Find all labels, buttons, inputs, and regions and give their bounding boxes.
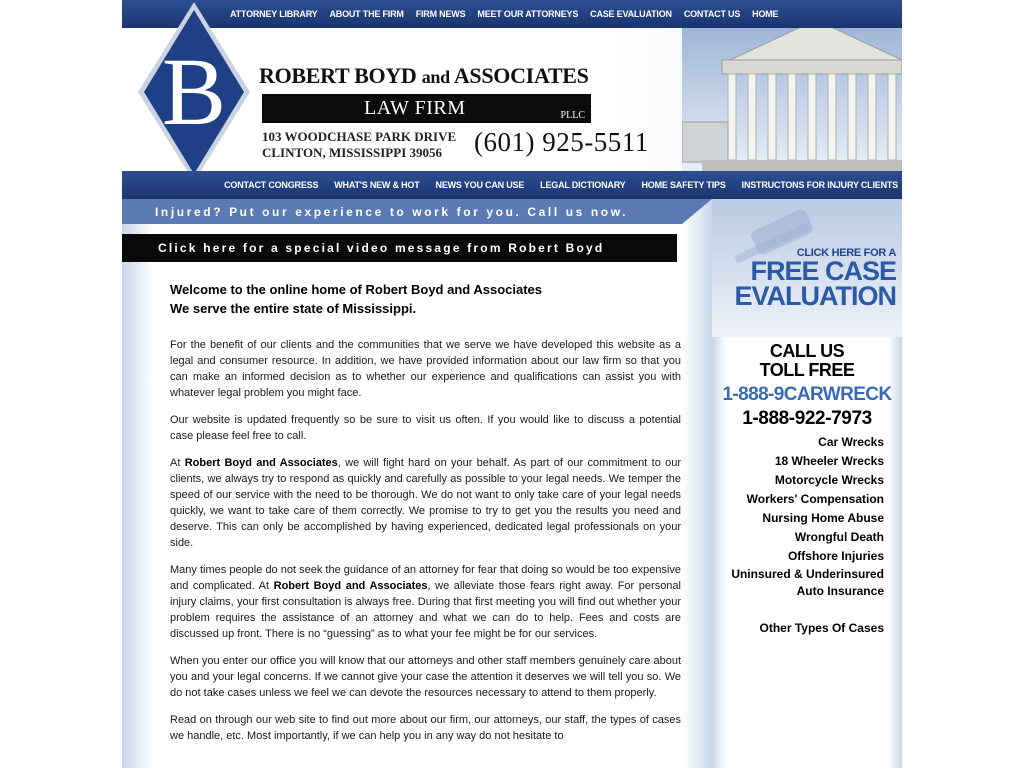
law-firm-label: LAW FIRM bbox=[364, 97, 466, 119]
case-workers-compensation[interactable]: Workers' Compensation bbox=[746, 492, 884, 506]
welcome-heading-line-1: Welcome to the online home of Robert Boyd and Associates bbox=[170, 282, 542, 297]
p4-pre: Many times people do not seek the guidance of an attorney for fear that doing so would be too expensive and complicated. At bbox=[170, 564, 681, 592]
nav-contact-congress[interactable]: CONTACT CONGRESS bbox=[224, 180, 319, 190]
paragraph-1: For the benefit of our clients and the communities that we serve we have developed this website as a legal and consumer resource. In addition, we have provided information about our law firm so that you can make an informed decision as to whether our experience and qualifications can assist you with whatever legal problem you might face. bbox=[170, 339, 681, 399]
eval-big-text bbox=[734, 256, 897, 311]
sidebar bbox=[712, 199, 902, 768]
logo-letter: B bbox=[161, 38, 227, 145]
call-us-line-1: CALL US bbox=[769, 341, 845, 361]
courthouse-building-icon bbox=[682, 28, 902, 171]
firm-name-bold: Robert Boyd and Associates bbox=[184, 457, 338, 469]
case-wrongful-death[interactable]: Wrongful Death bbox=[794, 530, 884, 544]
nav-home[interactable]: HOME bbox=[752, 9, 779, 19]
nav-whats-new[interactable]: WHAT'S NEW & HOT bbox=[334, 180, 420, 190]
law-firm-banner bbox=[262, 94, 591, 123]
case-offshore-injuries[interactable]: Offshore Injuries bbox=[787, 549, 884, 563]
nav-contact-us[interactable]: CONTACT US bbox=[683, 9, 741, 19]
vanity-phone-number: 1-888-9CARWRECK bbox=[722, 384, 892, 405]
eval-line-2: EVALUATION bbox=[734, 281, 896, 311]
main-content bbox=[170, 280, 681, 755]
case-motorcycle-wrecks[interactable]: Motorcycle Wrecks bbox=[774, 473, 884, 487]
uninsured-line-2: Auto Insurance bbox=[796, 584, 884, 598]
firm-name-and: and bbox=[421, 67, 450, 87]
firm-name bbox=[259, 63, 589, 89]
firm-name-bold: Robert Boyd and Associates bbox=[273, 580, 428, 592]
nav-injury-client-instructions[interactable]: INSTRUCTONS FOR INJURY CLIENTS bbox=[741, 180, 898, 190]
pllc-label: PLLC bbox=[560, 110, 585, 121]
firm-address bbox=[262, 129, 456, 161]
logo-diamond[interactable] bbox=[136, 0, 252, 184]
uninsured-line-1: Uninsured & Underinsured bbox=[731, 567, 884, 581]
p3-pre: At bbox=[170, 457, 185, 469]
video-message-link[interactable] bbox=[122, 234, 677, 262]
case-uninsured-motorist[interactable] bbox=[731, 566, 884, 600]
case-other-types[interactable]: Other Types Of Cases bbox=[759, 621, 884, 635]
site-header bbox=[122, 28, 902, 171]
paragraph-2: Our website is updated frequently so be sure to visit us often. If you would like to discuss a potential case please feel free to call. bbox=[170, 414, 681, 442]
welcome-heading bbox=[170, 280, 681, 318]
paragraph-3 bbox=[170, 455, 681, 551]
paragraph-5: When you enter our office you will know that our attorneys and other staff members genuinely care about you and your legal concerns. If we cannot give your case the attention it deserves we will tell you so. We do not take cases unless we feel we can devote the resources necessary to attend to them properly. bbox=[170, 655, 681, 699]
tagline-text: Injured? Put our experience to work for you. Call us now. bbox=[155, 205, 629, 219]
address-line-1: 103 WOODCHASE PARK DRIVE bbox=[262, 129, 457, 144]
free-case-evaluation-link[interactable] bbox=[712, 199, 902, 337]
nav-firm-news[interactable]: FIRM NEWS bbox=[415, 9, 466, 19]
page bbox=[122, 0, 902, 768]
p3-post: , we will fight hard on your behalf. As part of our commitment to our clients, we always try to respond as quickly and carefully as possible to your legal needs. We temper the speed of our service with the need to be thorough. We do not want to only take care of your legal needs quickly, we want to take care of them correctly. We promise to try to get you the results you need and deserve. This can only be accomplished by having experienced, dedicated legal professionals on your side. bbox=[170, 457, 682, 549]
nav-meet-our-attorneys[interactable]: MEET OUR ATTORNEYS bbox=[477, 9, 579, 19]
case-types-list bbox=[731, 433, 884, 638]
tagline-banner bbox=[122, 199, 712, 224]
p4-post: , we alleviate those fears right away. For personal injury claims, your first consultation is always free. During that first meeting you will find out whether your problem requires the assistance of an attorney and what we can do to help. Fees and costs are discussed up front. There is no “guessing” as to what your fee might be for our services. bbox=[170, 580, 681, 640]
call-us-heading bbox=[712, 342, 902, 380]
firm-name-associates: ASSOCIATES bbox=[453, 63, 589, 88]
eval-small-text: CLICK HERE FOR A bbox=[796, 247, 896, 259]
nav-legal-dictionary[interactable]: LEGAL DICTIONARY bbox=[540, 180, 626, 190]
paragraph-6: Read on through our web site to find out more about our firm, our attorneys, our staff, the types of cases we handle, etc. Most importantly, if we can help you in any way do not hesitate to bbox=[170, 714, 681, 742]
firm-name-main: ROBERT BOYD bbox=[259, 63, 417, 88]
address-line-2: CLINTON, MISSISSIPPI 39056 bbox=[262, 145, 443, 160]
paragraph-4 bbox=[170, 562, 681, 642]
content-area bbox=[122, 199, 712, 768]
video-message-text: Click here for a special video message from Robert Boyd bbox=[158, 241, 605, 255]
nav-news-you-can-use[interactable]: NEWS YOU CAN USE bbox=[435, 180, 525, 190]
case-nursing-home-abuse[interactable]: Nursing Home Abuse bbox=[762, 511, 884, 525]
nav-case-evaluation[interactable]: CASE EVALUATION bbox=[590, 9, 672, 19]
welcome-heading-line-2: We serve the entire state of Mississippi. bbox=[170, 301, 417, 316]
secondary-navigation bbox=[122, 171, 902, 199]
toll-free-number: 1-888-922-7973 bbox=[742, 408, 872, 429]
diamond-logo-icon bbox=[136, 0, 252, 184]
nav-attorney-library[interactable]: ATTORNEY LIBRARY bbox=[230, 9, 318, 19]
firm-phone: (601) 925-5511 bbox=[474, 127, 649, 157]
nav-about-the-firm[interactable]: ABOUT THE FIRM bbox=[329, 9, 404, 19]
call-us-line-2: TOLL FREE bbox=[759, 360, 855, 380]
eval-line-1: FREE CASE bbox=[750, 256, 896, 286]
case-car-wrecks[interactable]: Car Wrecks bbox=[818, 435, 884, 449]
nav-home-safety-tips[interactable]: HOME SAFETY TIPS bbox=[641, 180, 726, 190]
case-18-wheeler-wrecks[interactable]: 18 Wheeler Wrecks bbox=[774, 454, 884, 468]
